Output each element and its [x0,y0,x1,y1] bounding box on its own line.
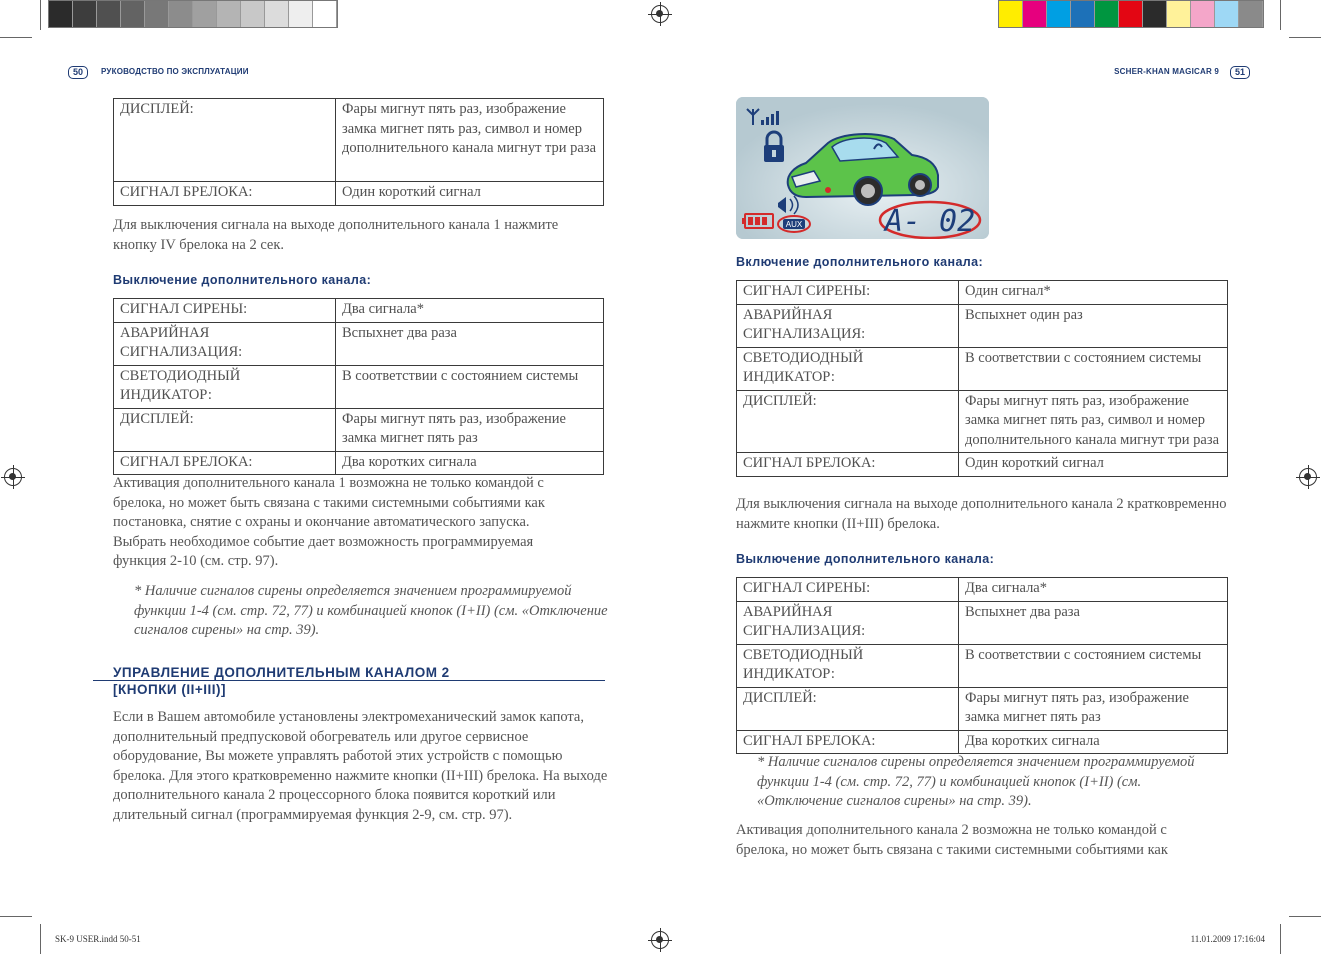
color-swatch [97,1,121,27]
table-cell-label: СВЕТОДИОДНЫЙ ИНДИКАТОР: [114,365,336,408]
right-paragraph-2: Активация дополнительного канала 2 возможна не только командой с брелока, но может быть связана с такими системными событиями как [736,822,1168,858]
table-cell-value: В соответствии с состоянием системы [959,347,1228,390]
color-swatch [265,1,289,27]
table-cell-label: ДИСПЛЕЙ: [737,390,959,453]
table-cell-value: Фары мигнут пять раз, изображение замка мигнет пять раз, символ и номер дополнительного канала мигнут три раза [959,390,1228,453]
right-footnote: * Наличие сигналов сирены определяется значением программируемой функции 1-4 (см. стр. 72, 77) и комбинацией кнопок (I+II) (см. «Отключение сигналов сирены» на стр. 39). [757,754,1195,809]
color-swatch [1239,1,1263,27]
color-swatch [1047,1,1071,27]
table-row [114,99,604,182]
table-cell-value: Два коротких сигнала [336,451,604,475]
color-swatch [145,1,169,27]
color-swatch [193,1,217,27]
table-row [114,451,604,475]
trim-mark [40,924,41,954]
section-heading-line-1: УПРАВЛЕНИЕ ДОПОЛНИТЕЛЬНЫМ КАНАЛОМ 2 [113,665,450,680]
table-cell-value: Вспыхнет два раза [336,322,604,365]
table-cell-label: ДИСПЛЕЙ: [737,687,959,730]
aux-label: AUX [785,220,803,229]
section-heading-line-2: [КНОПКИ (II+III)] [113,682,227,697]
registration-mark-icon [1299,468,1317,486]
lcd-display-illustration [736,97,989,239]
left-paragraph-1: Для выключения сигнала на выходе дополнительного канала 1 нажмите кнопку IV брелока на 2 сек. [113,217,559,253]
table-cell-label: СИГНАЛ БРЕЛОКА: [114,451,336,475]
trim-mark [0,37,32,38]
registration-mark-icon [651,931,669,949]
channel-code: A- 02 [884,204,976,239]
table-cell-value: В соответствии с состоянием системы [336,365,604,408]
color-swatch [1023,1,1047,27]
color-swatch [289,1,313,27]
trim-mark [0,916,32,917]
table-cell-label: ДИСПЛЕЙ: [114,99,336,182]
table-row [737,304,1228,347]
slug-right: 11.01.2009 17:16:04 [1190,934,1265,944]
registration-mark-icon [651,5,669,23]
table-row [737,281,1228,305]
color-swatch [241,1,265,27]
table-row [737,644,1228,687]
table-cell-value: Фары мигнут пять раз, изображение замка мигнет пять раз [336,408,604,451]
trim-mark [40,0,41,30]
table-cell-value: Фары мигнут пять раз, изображение замка мигнет пять раз [959,687,1228,730]
table-cell-label: СВЕТОДИОДНЫЙ ИНДИКАТОР: [737,347,959,390]
color-swatch [49,1,73,27]
trim-mark [1280,0,1281,30]
left-paragraph-2: Активация дополнительного канала 1 возможна не только командой с брелока, но может быть связана с такими системными событиями как постановка, снятие с охраны и окончание автоматического запуска. Выбрать необходимое событие дает возможность программируемая функция 2-10 (см. стр. 97). [113,475,545,569]
color-swatch [1095,1,1119,27]
color-swatch [1215,1,1239,27]
table-row [114,299,604,323]
running-head-right: SCHER-KHAN MAGICAR 9 [1114,67,1219,76]
table-cell-label: АВАРИЙНАЯ СИГНАЛИЗАЦИЯ: [737,601,959,644]
color-swatch [217,1,241,27]
table-row [737,601,1228,644]
table-row [737,390,1228,453]
table-cell-label: СИГНАЛ СИРЕНЫ: [737,578,959,602]
trim-mark [1289,37,1321,38]
table-cell-value: Один короткий сигнал [336,182,604,206]
left-section-heading [113,664,450,698]
table-row [114,182,604,206]
table-cell-label: СВЕТОДИОДНЫЙ ИНДИКАТОР: [737,644,959,687]
color-swatch [1071,1,1095,27]
color-swatch [1119,1,1143,27]
lcd-svg [736,97,989,239]
table-cell-value: Два сигнала* [959,578,1228,602]
left-off-table [113,298,604,475]
color-swatch-bar [998,0,1264,28]
color-swatch [313,1,337,27]
table-cell-value: Вспыхнет один раз [959,304,1228,347]
table-cell-value: Два коротких сигнала [959,730,1228,754]
left-display-table [113,98,604,206]
color-swatch [1167,1,1191,27]
running-head-left: РУКОВОДСТВО ПО ЭКСПЛУАТАЦИИ [101,67,249,76]
table-cell-label: АВАРИЙНАЯ СИГНАЛИЗАЦИЯ: [114,322,336,365]
color-swatch [1191,1,1215,27]
table-cell-value: В соответствии с состоянием системы [959,644,1228,687]
table-cell-label: СИГНАЛ БРЕЛОКА: [114,182,336,206]
table-row [114,322,604,365]
page-number-right: 51 [1230,66,1250,79]
table-row [737,347,1228,390]
table-cell-label: СИГНАЛ СИРЕНЫ: [114,299,336,323]
color-swatch [1143,1,1167,27]
right-on-table [736,280,1228,477]
table-cell-value: Один сигнал* [959,281,1228,305]
left-footnote: * Наличие сигналов сирены определяется значением программируемой функции 1-4 (см. стр. 72, 77) и комбинацией кнопок (I+II) (см. «Отключение сигналов сирены» на стр. 39). [134,583,608,638]
table-row [737,730,1228,754]
table-cell-value: Два сигнала* [336,299,604,323]
color-swatch [999,1,1023,27]
left-paragraph-3: Если в Вашем автомобиле установлены электромеханический замок капота, дополнительный предпусковой обогреватель или другое сервисное оборудование, Вы можете управлять работой этих устройств с помощью брелока. Для этого кратковременно нажмите кнопки (II+III) брелока. На выходе дополнительного канала 2 процессорного блока появится короткий или длительный сигнал (программируемая функция 2-9, см. стр. 97). [113,709,608,823]
table-cell-label: АВАРИЙНАЯ СИГНАЛИЗАЦИЯ: [737,304,959,347]
table-row [114,365,604,408]
right-heading-on: Включение дополнительного канала: [736,255,984,269]
left-heading-off: Выключение дополнительного канала: [113,273,372,287]
table-cell-value: Вспыхнет два раза [959,601,1228,644]
table-cell-label: ДИСПЛЕЙ: [114,408,336,451]
table-cell-label: СИГНАЛ СИРЕНЫ: [737,281,959,305]
table-cell-label: СИГНАЛ БРЕЛОКА: [737,453,959,477]
table-cell-label: СИГНАЛ БРЕЛОКА: [737,730,959,754]
trim-mark [1289,916,1321,917]
color-swatch [169,1,193,27]
right-heading-off: Выключение дополнительного канала: [736,552,995,566]
section-rule [93,680,605,681]
table-cell-value: Фары мигнут пять раз, изображение замка мигнет пять раз, символ и номер дополнительного канала мигнут три раза [336,99,604,182]
table-cell-value: Один короткий сигнал [959,453,1228,477]
table-row [114,408,604,451]
right-paragraph-1: Для выключения сигнала на выходе дополнительного канала 2 кратковременно нажмите кнопки (II+III) брелока. [736,496,1227,532]
gray-swatch-bar [48,0,338,28]
color-swatch [121,1,145,27]
registration-mark-icon [4,468,22,486]
page-number-left: 50 [68,66,88,79]
table-row [737,453,1228,477]
table-row [737,687,1228,730]
color-swatch [73,1,97,27]
table-row [737,578,1228,602]
trim-mark [1280,924,1281,954]
right-off-table [736,577,1228,754]
slug-left: SK-9 USER.indd 50-51 [55,934,141,944]
